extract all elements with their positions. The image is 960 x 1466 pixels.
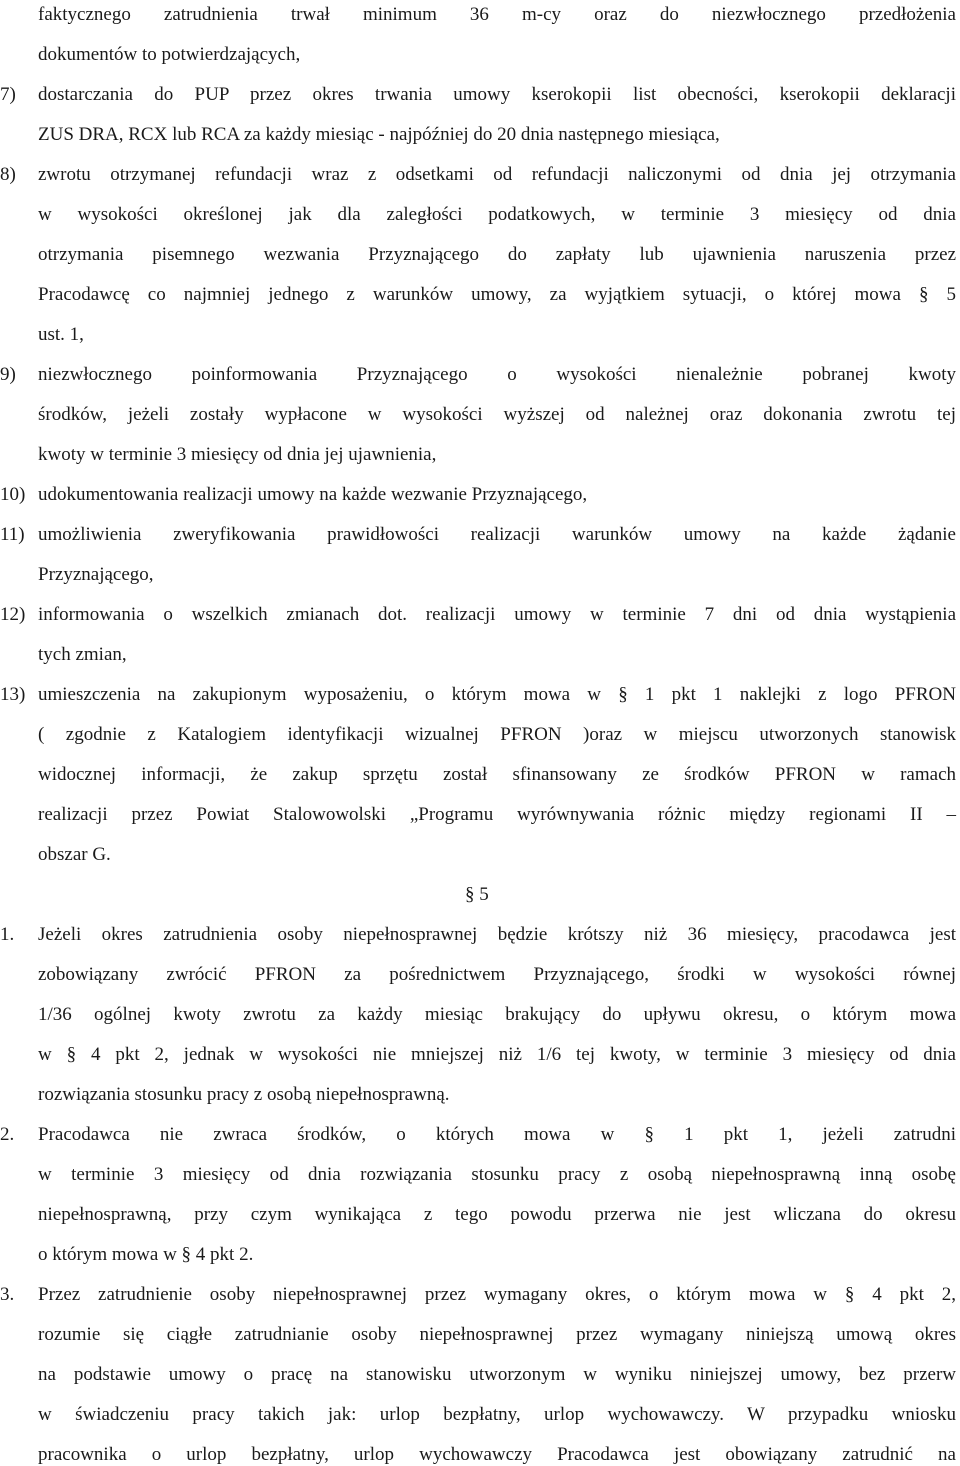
text-line xyxy=(0,244,956,266)
paragraph-text: umieszczenia na zakupionym wyposażeniu, o którym mowa w § 1 pkt 1 naklejki z logo PFRON xyxy=(38,684,956,705)
paragraph-text: rozwiązania stosunku pracy z osobą niepełnosprawną. xyxy=(38,1084,450,1105)
paragraph-text: niepełnosprawną, przy czym wynikająca z tego powodu przerwa nie jest wliczana do okresu xyxy=(38,1204,956,1225)
paragraph-text: ust. 1, xyxy=(38,324,84,345)
text-line xyxy=(0,924,956,946)
paragraph-text: o którym mowa w § 4 pkt 2. xyxy=(38,1244,254,1265)
text-line xyxy=(0,444,956,466)
text-line xyxy=(0,124,956,146)
list-item-number: 8) xyxy=(0,164,16,185)
list-item-number: 7) xyxy=(0,84,16,105)
text-line xyxy=(0,364,956,386)
paragraph-text: tych zmian, xyxy=(38,644,127,665)
text-line xyxy=(0,44,956,66)
paragraph-text: kwoty w terminie 3 miesięcy od dnia jej ujawnienia, xyxy=(38,444,437,465)
section-heading-text: § 5 xyxy=(465,884,489,905)
paragraph-text: rozumie się ciągłe zatrudnianie osoby niepełnosprawnej przez wymagany niniejszą umową okres xyxy=(38,1324,956,1345)
paragraph-text: 1/36 ogólnej kwoty zwrotu za każdy miesiąc brakujący do upływu okresu, o którym mowa xyxy=(38,1004,956,1025)
text-line xyxy=(0,564,956,586)
list-item-number: 9) xyxy=(0,364,16,385)
list-item-number: 12) xyxy=(0,604,26,625)
paragraph-text: środków, jeżeli zostały wypłacone w wysokości wyższej od należnej oraz dokonania zwrotu tej xyxy=(38,404,956,425)
paragraph-text: otrzymania pisemnego wezwania Przyznającego do zapłaty lub ujawnienia naruszenia przez xyxy=(38,244,956,265)
list-item-number: 13) xyxy=(0,684,26,705)
paragraph-text: ZUS DRA, RCX lub RCA za każdy miesiąc - najpóźniej do 20 dnia następnego miesiąca, xyxy=(38,124,720,145)
paragraph-text: ( zgodnie z Katalogiem identyfikacji wizualnej PFRON )oraz w miejscu utworzonych stanowisk xyxy=(38,724,956,745)
text-line xyxy=(0,964,956,986)
paragraph-text: udokumentowania realizacji umowy na każde wezwanie Przyznającego, xyxy=(38,484,588,505)
text-line xyxy=(0,1204,956,1226)
section-heading-5 xyxy=(465,884,505,906)
text-line xyxy=(0,844,956,866)
text-line xyxy=(0,484,956,506)
paragraph-text: informowania o wszelkich zmianach dot. realizacji umowy w terminie 7 dni od dnia wystąpienia xyxy=(38,604,956,625)
text-line xyxy=(0,684,956,706)
text-line xyxy=(0,1084,956,1106)
paragraph-text: widocznej informacji, że zakup sprzętu został sfinansowany ze środków PFRON w ramach xyxy=(38,764,956,785)
text-line xyxy=(0,1124,956,1146)
list-item-number: 3. xyxy=(0,1284,15,1305)
text-line xyxy=(0,324,956,346)
paragraph-text: Przez zatrudnienie osoby niepełnosprawnej przez wymagany okres, o którym mowa w § 4 pkt 2, xyxy=(38,1284,956,1305)
text-line xyxy=(0,284,956,306)
paragraph-text: w świadczeniu pracy takich jak: urlop bezpłatny, urlop wychowawczy. W przypadku wniosku xyxy=(38,1404,956,1425)
text-line xyxy=(0,804,956,826)
text-line xyxy=(0,764,956,786)
paragraph-text: pracownika o urlop bezpłatny, urlop wychowawczy Pracodawca jest obowiązany zatrudnić na xyxy=(38,1444,956,1465)
list-item-number: 2. xyxy=(0,1124,15,1145)
text-line xyxy=(0,164,956,186)
paragraph-text: niezwłocznego poinformowania Przyznającego o wysokości nienależnie pobranej kwoty xyxy=(38,364,956,385)
paragraph-text: Przyznającego, xyxy=(38,564,154,585)
text-line xyxy=(0,1444,956,1466)
list-item-number: 11) xyxy=(0,524,25,545)
paragraph-text: dokumentów to potwierdzających, xyxy=(38,44,301,65)
paragraph-text: Pracodawcę co najmniej jednego z warunków umowy, za wyjątkiem sytuacji, o której mowa § 5 xyxy=(38,284,956,305)
text-line xyxy=(0,4,956,26)
text-line xyxy=(0,404,956,426)
paragraph-text: na podstawie umowy o pracę na stanowisku utworzonym w wyniku niniejszej umowy, bez przerw xyxy=(38,1364,956,1385)
text-line xyxy=(0,724,956,746)
paragraph-text: realizacji przez Powiat Stalowowolski „Programu wyrównywania różnic między regionami II – xyxy=(38,804,956,825)
paragraph-text: w wysokości określonej jak dla zaległości podatkowych, w terminie 3 miesięcy od dnia xyxy=(38,204,956,225)
text-line xyxy=(0,84,956,106)
paragraph-text: dostarczania do PUP przez okres trwania umowy kserokopii list obecności, kserokopii deklaracji xyxy=(38,84,956,105)
text-line xyxy=(0,1324,956,1346)
text-line xyxy=(0,524,956,546)
list-item-number: 1. xyxy=(0,924,15,945)
text-line xyxy=(0,1284,956,1306)
paragraph-text: w terminie 3 miesięcy od dnia rozwiązania stosunku pracy z osobą niepełnosprawną inną osobę xyxy=(38,1164,956,1185)
text-line xyxy=(0,1244,956,1266)
text-line xyxy=(0,1044,956,1066)
paragraph-text: umożliwienia zweryfikowania prawidłowości realizacji warunków umowy na każde żądanie xyxy=(38,524,956,545)
text-line xyxy=(0,1364,956,1386)
text-line xyxy=(0,604,956,626)
paragraph-text: Jeżeli okres zatrudnienia osoby niepełnosprawnej będzie krótszy niż 36 miesięcy, pracodawca jest xyxy=(38,924,956,945)
text-line xyxy=(0,1164,956,1186)
list-item-number: 10) xyxy=(0,484,26,505)
text-line xyxy=(0,1404,956,1426)
paragraph-text: faktycznego zatrudnienia trwał minimum 36 m-cy oraz do niezwłocznego przedłożenia xyxy=(38,4,956,25)
text-line xyxy=(0,644,956,666)
paragraph-text: obszar G. xyxy=(38,844,111,865)
paragraph-text: w § 4 pkt 2, jednak w wysokości nie mniejszej niż 1/6 tej kwoty, w terminie 3 miesięcy od dnia xyxy=(38,1044,956,1065)
paragraph-text: Pracodawca nie zwraca środków, o których mowa w § 1 pkt 1, jeżeli zatrudni xyxy=(38,1124,956,1145)
text-line xyxy=(0,204,956,226)
paragraph-text: zobowiązany zwrócić PFRON za pośrednictwem Przyznającego, środki w wysokości równej xyxy=(38,964,956,985)
text-line xyxy=(0,1004,956,1026)
paragraph-text: zwrotu otrzymanej refundacji wraz z odsetkami od refundacji naliczonymi od dnia jej otrzymania xyxy=(38,164,956,185)
